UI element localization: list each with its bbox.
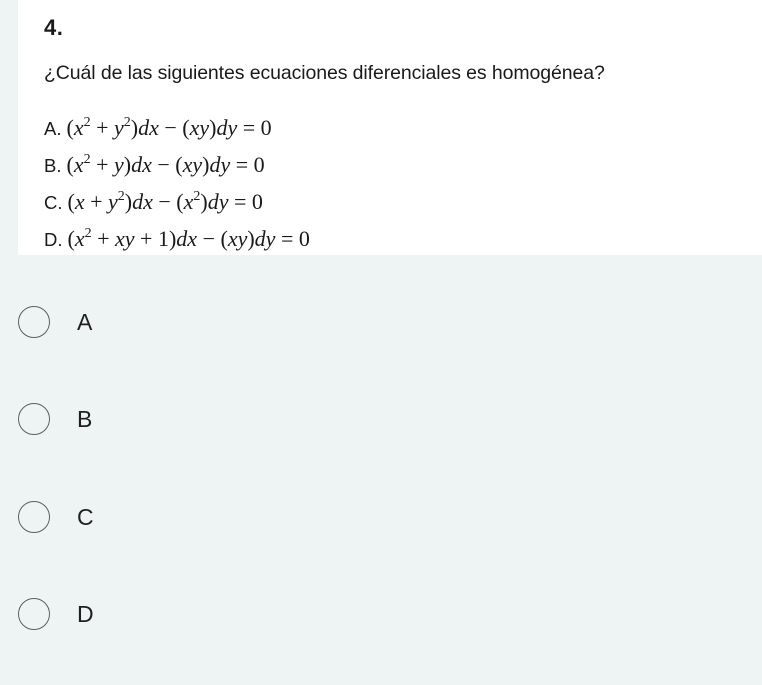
equation-a: $(x^2 + y^2)dx - (xy)dy = 0$ — [66, 115, 272, 140]
answer-label: B — [77, 405, 93, 432]
equation-d: ($x^2$ + xy + 1)dx − (xy)dy = 0 — [67, 226, 310, 251]
radio-button[interactable] — [18, 598, 50, 630]
option-line-b — [44, 152, 265, 182]
option-letter: A. — [44, 118, 62, 139]
option-line-a — [44, 115, 272, 145]
answer-label: D — [77, 600, 94, 627]
equation-b: $(x^2 + y)dx - (xy)dy = 0$ — [66, 152, 265, 177]
equation-c: $(x + y^2)dx - (x^2)dy = 0$ — [67, 189, 263, 214]
option-letter: D. — [44, 229, 63, 250]
option-letter: B. — [44, 155, 62, 176]
answer-label: C — [77, 503, 94, 530]
question-card — [18, 0, 762, 255]
radio-button[interactable] — [18, 306, 50, 338]
option-line-c — [44, 189, 263, 219]
radio-button[interactable] — [18, 501, 50, 533]
answer-option-a[interactable] — [18, 302, 92, 342]
radio-button[interactable] — [18, 403, 50, 435]
question-number: 4. — [44, 15, 64, 40]
question-prompt: ¿Cuál de las siguientes ecuaciones diferenciales es homogénea? — [44, 62, 605, 84]
answer-option-b[interactable] — [18, 399, 92, 439]
option-letter: C. — [44, 192, 63, 213]
option-line-d — [44, 226, 310, 256]
answer-label: A — [77, 308, 93, 335]
answer-option-c[interactable] — [18, 497, 94, 537]
answer-option-d[interactable] — [18, 594, 94, 634]
